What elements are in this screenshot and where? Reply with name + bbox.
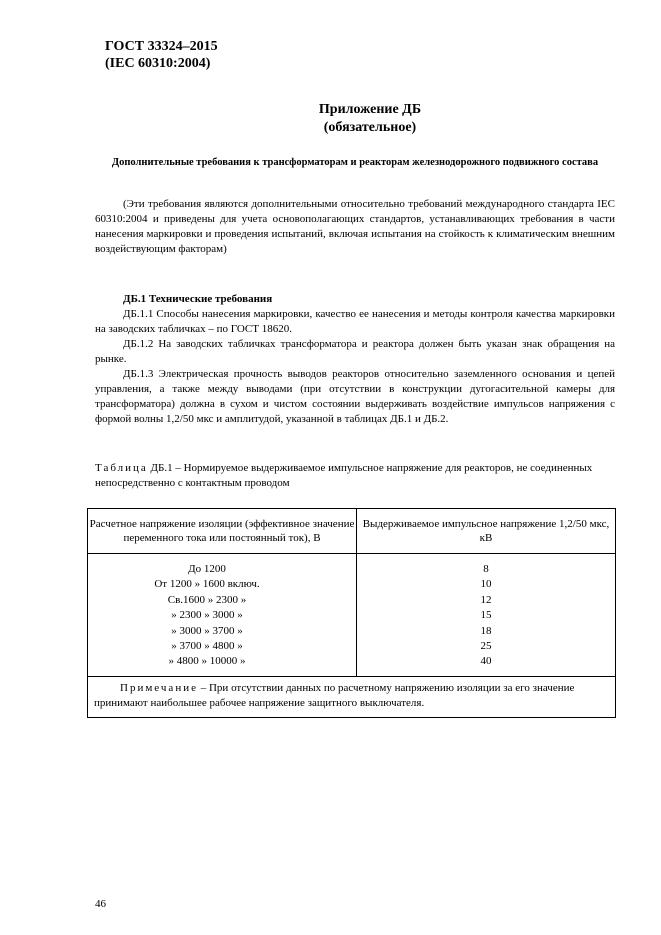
requirement-1-3: ДБ.1.3 Электрическая прочность выводов реакторов относительно заземленного основания и цепей управления, а также между выводами (при отсутствии в конструкции дугогасительной камеры для трансформатора) должна в сухом и чистом состоянии выдерживать воздействие импульсов напряжения с формой волны 1,2/50 мкс и амплитудой, указанной в таблицах ДБ.1 и ДБ.2. <box>95 368 615 425</box>
impulse-values <box>357 554 616 677</box>
section-title: Дополнительные требования к трансформаторам и реакторам железнодорожного подвижного состава <box>111 157 599 168</box>
appendix-heading <box>280 101 460 137</box>
appendix-title: Приложение ДБ <box>318 102 422 117</box>
table-header-row <box>88 509 616 554</box>
requirements-heading: ДБ.1 Технические требования <box>123 293 273 305</box>
table-cell: 8 <box>483 563 489 575</box>
page-number: 46 <box>95 898 106 910</box>
table-caption-text: ДБ.1 – Нормируемое выдерживаемое импульсное напряжение для реакторов, не соединенных непосредственно с контактным проводом <box>95 462 593 489</box>
note-text: – При отсутствии данных по расчетному напряжению изоляции за его значение принимают наибольшее рабочее напряжение защитного выключателя. <box>94 681 575 709</box>
table-cell: » 4800 » 10000 » <box>168 655 246 668</box>
table-cell: 40 <box>480 655 492 668</box>
requirements-section <box>95 292 615 427</box>
table-cell: 10 <box>480 578 492 591</box>
requirement-1-1: ДБ.1.1 Способы нанесения маркировки, качество ее нанесения и методы контроля качества маркировки на заводских табличках – по ГОСТ 18620. <box>95 308 615 335</box>
table-note-row <box>88 676 616 717</box>
voltage-values <box>88 554 357 677</box>
table-caption-label: Таблица <box>95 462 148 474</box>
table-cell: » 3700 » 4800 » <box>171 639 243 652</box>
table-cell: 12 <box>480 593 492 606</box>
table-cell: 15 <box>480 609 492 622</box>
note-label: Примечание <box>120 681 198 694</box>
intro-paragraph <box>95 197 615 257</box>
appendix-subtitle: (обязательное) <box>323 120 417 135</box>
table-cell: Св.1600 » 2300 » <box>167 593 247 606</box>
table-cell: 25 <box>480 639 492 652</box>
table-cell: 18 <box>480 624 492 637</box>
table-caption <box>95 461 615 491</box>
col-header-voltage: Расчетное напряжение изоляции (эффективное значение переменного тока или постоянный ток), В <box>88 509 357 554</box>
intro-text: (Эти требования являются дополнительными относительно требований международного стандарта IEC 60310:2004 и приведены для учета основополагающих стандартов, устанавливающих требования в части нанесения маркировки и проведения испытаний, включая испытания на стойкость к климатическим внешним воздействующим факторам) <box>95 198 615 255</box>
standard-equivalent: (IEC 60310:2004) <box>105 56 211 71</box>
table-note <box>88 676 616 717</box>
table-values-row <box>88 554 616 677</box>
document-header <box>105 38 218 72</box>
col-header-impulse: Выдерживаемое импульсное напряжение 1,2/50 мкс, кВ <box>357 509 616 554</box>
table-cell: » 2300 » 3000 » <box>171 609 243 622</box>
table-cell: От 1200 » 1600 включ. <box>154 578 260 591</box>
table-cell: » 3000 » 3700 » <box>171 624 243 637</box>
requirement-1-2: ДБ.1.2 На заводских табличках трансформатора и реактора должен быть указан знак обращения на рынке. <box>95 338 615 365</box>
standard-number: ГОСТ 33324–2015 <box>105 39 218 54</box>
table-cell: До 1200 <box>188 563 226 575</box>
impulse-voltage-table <box>87 508 616 718</box>
